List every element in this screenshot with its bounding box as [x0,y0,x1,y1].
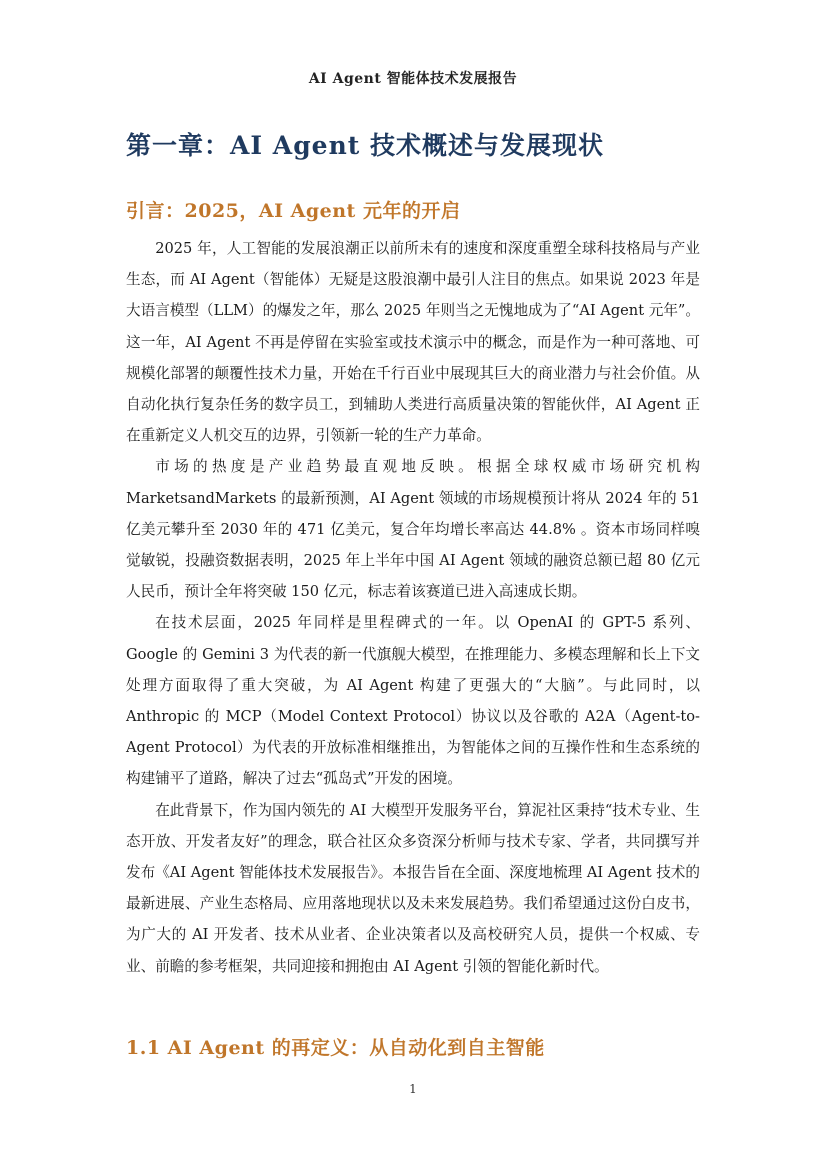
paragraph: 市场的热度是产业趋势最直观地反映。根据全球权威市场研究机构 MarketsandMarkets 的最新预测，AI Agent 领域的市场规模预计将从 2024 年的 51 亿美元攀升至 2030 年的 471 亿美元，复合年均增长率高达 44.8% 。资本市场同样嗅觉敏锐，投融资数据表明，2025 年上半年中国 AI Agent 领域的融资总额已超 80 亿元人民币，预计全年将突破 150 亿元，标志着该赛道已进入高速成长期。 [126,458,700,601]
intro-heading: 引言：2025，AI Agent 元年的开启 [126,200,461,222]
running-header: AI Agent 智能体技术发展报告 [308,71,518,87]
paragraph: 在技术层面，2025 年同样是里程碑式的一年。以 OpenAI 的 GPT-5 系列、Google 的 Gemini 3 为代表的新一代旗舰大模型，在推理能力、多模态理解和长上下文处理方面取得了重大突破，为 AI Agent 构建了更强大的“大脑”。与此同时，以 Anthropic 的 MCP（Model Context Protocol）协议以及谷歌的 A2A（Agent-to-Agent Protocol）为代表的开放标准相继推出，为智能体之间的互操作性和生态系统的构建铺平了道路，解决了过去“孤岛式”开发的困境。 [126,614,700,788]
paragraph: 2025 年，人工智能的发展浪潮正以前所未有的速度和深度重塑全球科技格局与产业生态，而 AI Agent（智能体）无疑是这股浪潮中最引人注目的焦点。如果说 2023 年是大语言模型（LLM）的爆发之年，那么 2025 年则当之无愧地成为了“AI Agent 元年”。这一年，AI Agent 不再是停留在实验室或技术演示中的概念，而是作为一种可落地、可规模化部署的颠覆性技术力量，开始在千行百业中展现其巨大的商业潜力与社会价值。从自动化执行复杂任务的数字员工，到辅助人类进行高质量决策的智能伙伴，AI Agent 正在重新定义人机交互的边界，引领新一轮的生产力革命。 [126,240,700,445]
page-number: 1 [409,1082,417,1096]
chapter-title: 第一章：AI Agent 技术概述与发展现状 [126,131,605,160]
paragraph: 在此背景下，作为国内领先的 AI 大模型开发服务平台，算泥社区秉持“技术专业、生态开放、开发者友好”的理念，联合社区众多资深分析师与技术专家、学者，共同撰写并发布《AI Agent 智能体技术发展报告》。本报告旨在全面、深度地梳理 AI Agent 技术的最新进展、产业生态格局、应用落地现状以及未来发展趋势。我们希望通过这份白皮书，为广大的 AI 开发者、技术从业者、企业决策者以及高校研究人员，提供一个权威、专业、前瞻的参考框架，共同迎接和拥抱由 AI Agent 引领的智能化新时代。 [126,801,700,975]
body-text [126,233,700,982]
section-heading-1-1: 1.1 AI Agent 的再定义：从自动化到自主智能 [126,1037,545,1059]
